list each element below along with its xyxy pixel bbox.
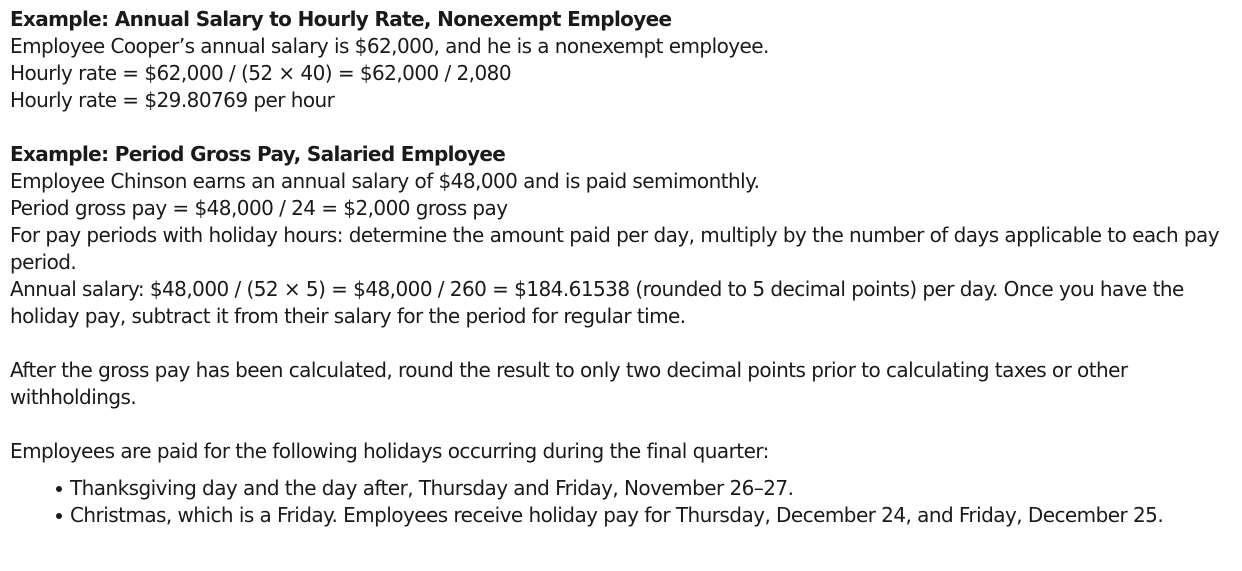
spacer (10, 330, 1232, 357)
holiday-list-item (70, 502, 1232, 529)
example1-heading: Example: Annual Salary to Hourly Rate, Nonexempt Employee (10, 7, 672, 31)
example2-line-1: Employee Chinson earns an annual salary of $48,000 and is paid semimonthly. (10, 169, 760, 193)
holiday-item-text: Christmas, which is a Friday. Employees receive holiday pay for Thursday, December 24, and Friday, December 25. (70, 503, 1164, 527)
example1-line-1: Employee Cooper’s annual salary is $62,000, and he is a nonexempt employee. (10, 34, 769, 58)
bullet-icon (56, 513, 62, 519)
example2-line-2: Period gross pay = $48,000 / 24 = $2,000 gross pay (10, 196, 508, 220)
bullet-icon (56, 486, 62, 492)
spacer (10, 114, 1232, 141)
example2-heading: Example: Period Gross Pay, Salaried Employee (10, 142, 506, 166)
holiday-list-item (70, 475, 1232, 502)
example2-line-4: Annual salary: $48,000 / (52 × 5) = $48,000 / 260 = $184.61538 (rounded to 5 decimal points) per day. Once you have the holiday pay, subtract it from their salary for the period for regular time. (10, 277, 1184, 328)
holiday-list (10, 475, 1232, 529)
rounding-note: After the gross pay has been calculated, round the result to only two decimal points prior to calculating taxes or other withholdings. (10, 358, 1128, 409)
example1-line-3: Hourly rate = $29.80769 per hour (10, 88, 335, 112)
example1-line-2: Hourly rate = $62,000 / (52 × 40) = $62,000 / 2,080 (10, 61, 511, 85)
holidays-intro: Employees are paid for the following holidays occurring during the final quarter: (10, 439, 769, 463)
holiday-item-text: Thanksgiving day and the day after, Thursday and Friday, November 26–27. (70, 476, 794, 500)
example2-line-3: For pay periods with holiday hours: determine the amount paid per day, multiply by the number of days applicable to each pay period. (10, 223, 1220, 274)
spacer (10, 411, 1232, 438)
